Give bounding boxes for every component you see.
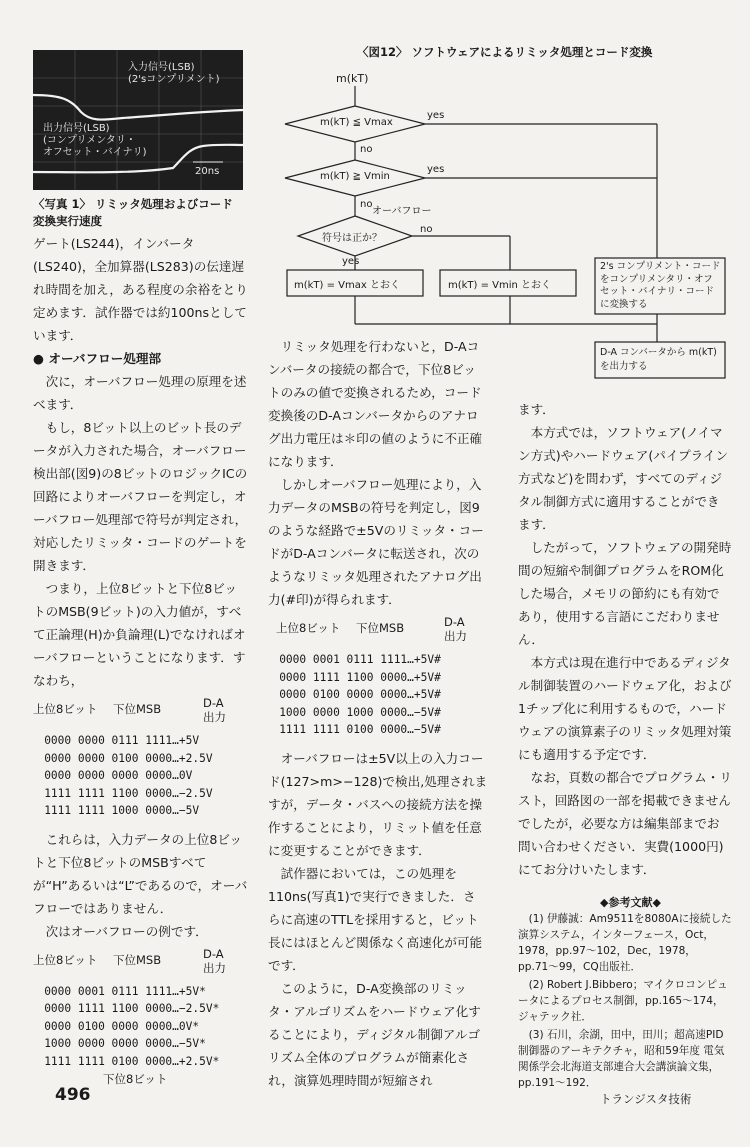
header-da: D-A — [203, 946, 224, 961]
code-row: 0000 0000 0000 0000…0V — [44, 769, 193, 782]
code-row: 0000 0001 0111 1111…+5V* — [44, 984, 206, 998]
code-row: 0000 0000 0111 1111…+5V — [44, 734, 200, 747]
overflow-label: オーバフロー — [372, 206, 432, 217]
paragraph: ゲート(LS244)，インバータ(LS240)，全加算器(LS283)の伝達遅れ時間を加え，ある程度の余裕をとり定めます．試作器では約100nsとしています． — [33, 236, 248, 343]
header-da: D-A — [444, 615, 465, 629]
paragraph: 試作器においては，この処理を110ns(写真1)で実行できました．さらに高速のTTLを採用すると，ビット長にはほとんど関係なく高速化が可能です． — [268, 865, 483, 973]
code-row: 1000 0000 1000 0000…−5V# — [279, 705, 441, 719]
code-row: 0000 0100 0000 0000…0V* — [44, 1019, 200, 1033]
reference-item: (3) 石川，余湖，田中，田川；超高速PID制御器のアーキテクチャ，昭和59年度 電気関係学会北海道支部連合大会講演論文集，pp.191〜192． — [518, 1029, 725, 1089]
page-number: 496 — [55, 1085, 91, 1105]
references — [518, 895, 732, 1091]
header-lower-msb: 下位MSB — [113, 702, 162, 716]
header-da: D-A — [203, 696, 224, 710]
code-row: 0000 0000 0100 0000…+2.5V — [44, 751, 213, 765]
table-footer: 下位8ビット — [103, 1072, 168, 1086]
da-output-box: D-A コンバータから m(kT) を出力する — [600, 347, 717, 372]
no-label-3: no — [420, 224, 433, 235]
no-label-1: no — [360, 144, 373, 155]
time-scale-label: 20ns — [195, 166, 220, 177]
references-title: ◆参考文献◆ — [600, 896, 661, 909]
code-row: 0000 0001 0111 1111…+5V# — [279, 653, 441, 666]
reference-item: (2) Robert J.Bibbero；マイクロコンピュータによるプロセス制御，pp.165〜174，ジャテック社． — [518, 979, 728, 1023]
reference-item: (1) 伊藤誠：Am9511を8080Aに接続した演算システム，インターフェース，Oct，1978，pp.97〜102，Dec，1978，pp.71〜99，CQ出版社． — [518, 913, 732, 973]
paragraph: これらは，入力データの上位8ビットと下位8ビットのMSBすべてが“H”あるいは“L”であるので，オーバフローではありません． — [33, 831, 248, 916]
column-right — [518, 398, 732, 1091]
code-row: 1111 1111 1100 0000…−2.5V — [44, 786, 213, 800]
no-label-2: no — [360, 199, 373, 210]
paragraph: もし，8ビット以上のビット長のデータが入力された場合，オーバフロー検出部(図9)の8ビットのロジックICの回路によりオーバフローを判定し，オーバフロー処理部で符号が判定され，対応したリミッタ・コードのゲートを開きます． — [33, 420, 248, 573]
output-signal-label: 出力信号(LSB) (コンプリメンタリ・ オフセット・バイナリ) — [43, 123, 147, 158]
yes-label-2: yes — [427, 164, 445, 175]
journal-name: トランジスタ技術 — [600, 1092, 692, 1106]
decision-vmax: m(kT) ≦ Vmax — [320, 117, 393, 128]
paragraph: ます． — [518, 402, 555, 417]
code-convert-box: 2's コンプリメント・コードをコンプリメンタリ・オフセット・バイナリ・コードに変換する — [600, 261, 721, 310]
code-row: 1111 1111 0100 0000…+2.5V* — [44, 1054, 220, 1068]
header-output: 出力 — [203, 960, 226, 975]
header-upper-bits: 上位8ビット — [33, 952, 98, 967]
paragraph: つまり，上位8ビットと下位8ビットのMSB(9ビット)の入力値が，すべて正論理(H)か負論理(L)でなければオーバフローということになります．すなわち， — [33, 581, 246, 688]
table-header — [33, 692, 248, 732]
decision-vmin: m(kT) ≧ Vmin — [320, 171, 390, 182]
figure-title: 〈図12〉 ソフトウェアによるリミッタ処理とコード変換 — [357, 45, 653, 59]
header-upper-bits: 上位8ビット — [276, 621, 341, 635]
yes-label-1: yes — [427, 110, 445, 121]
paragraph: しかしオーバフロー処理により，入力データのMSBの符号を判定し，図9のような経路で±5Vのリミッタ・コードがD-Aコンバータに転送され，次のようなリミッタ処理されたアナログ出力(#印)が得られます． — [268, 477, 484, 607]
header-lower-msb: 下位MSB — [356, 621, 405, 635]
paragraph: したがって，ソフトウェアの開発時間の短縮や制御プログラムをROM化した場合，メモリの節約にも有効であり，使用する言語にこだわりません． — [518, 540, 732, 647]
paragraph: 本方式では，ソフトウェア(ノイマン方式)やハードウェア(パイプライン方式など)を問わず，すべてのディジタル制御方式に適用することができます． — [518, 425, 729, 532]
set-vmin-box: m(kT) = Vmin とおく — [448, 280, 552, 291]
code-row: 1111 1111 0100 0000…−5V# — [279, 723, 441, 736]
photo-caption: 〈写真 1〉 リミッタ処理およびコード 変換実行速度 — [33, 197, 233, 228]
header-output: 出力 — [203, 710, 226, 724]
header-upper-bits: 上位8ビット — [33, 702, 98, 716]
table-header — [33, 943, 248, 983]
code-row: 0000 1111 1100 0000…−2.5V* — [44, 1002, 220, 1015]
header-lower-msb: 下位MSB — [113, 952, 162, 967]
decision-sign: 符号は正か？ — [322, 233, 382, 244]
code-row: 1111 1111 1000 0000…−5V — [44, 804, 200, 817]
column-left — [33, 232, 248, 1088]
header-output: 出力 — [444, 629, 467, 643]
input-signal-label: 入力信号(LSB) (2'sコンプリメント) — [128, 62, 220, 85]
yes-label-3: yes — [342, 256, 360, 267]
code-row: 0000 1111 1100 0000…+5V# — [279, 670, 441, 684]
flow-start-label: m(kT) — [336, 72, 369, 85]
paragraph: 本方式は現在進行中であるディジタル制御装置のハードウェア化，および1チップ化に利用するもので，ハードウェアの演算素子のリミッタ処理対策にも適用する予定です． — [518, 655, 732, 762]
section-heading: ● オーバフロー処理部 — [33, 351, 162, 366]
paragraph: 次に，オーバフロー処理の原理を述べます． — [33, 374, 247, 412]
paragraph: なお，頁数の都合でプログラム・リスト，回路図の一部を掲載できませんでしたが，必要な方は編集部までお問い合わせください．実費(1000円)にてお分けいたします． — [518, 770, 732, 877]
paragraph: オーバフローは±5V以上の入力コード(127>m>−128)で検出,処理されますが，データ・バスへの接続方法を操作することにより，リミット値を任意に変更することができます． — [268, 750, 488, 858]
table-header — [268, 611, 488, 651]
set-vmax-box: m(kT) = Vmax とおく — [294, 280, 400, 291]
column-middle — [268, 335, 488, 1092]
code-row: 1000 0000 0000 0000…−5V* — [44, 1037, 206, 1050]
code-row: 0000 0100 0000 0000…+5V# — [279, 688, 441, 701]
oscilloscope-photo — [33, 50, 243, 190]
paragraph: このように，D-A変換部のリミッタ・アルゴリズムをハードウェア化することにより，ディジタル制御アルゴリズム全体のプログラムが簡素化され，演算処理時間が短縮され — [268, 980, 481, 1088]
paragraph: 次はオーバフローの例です． — [45, 923, 208, 939]
paragraph: リミッタ処理を行わないと，D-Aコンバータの接続の都合で，下位8ビットのみの値で変換されるため，コード変換後のD-Aコンバータからのアナログ出力電圧は＊印の値のように不正確になります． — [268, 339, 483, 469]
